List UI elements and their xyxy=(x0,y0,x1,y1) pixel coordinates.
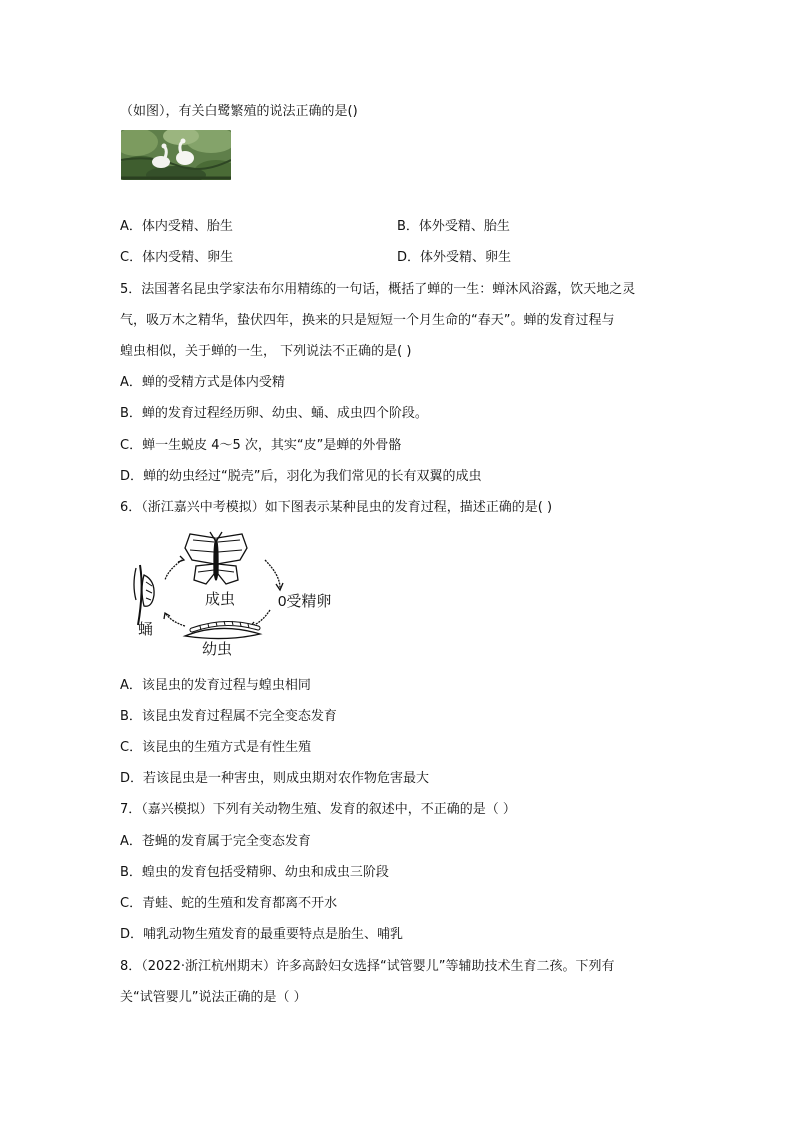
label-larva: 幼虫 xyxy=(202,641,233,658)
q4-option-c: C．体内受精、卵生 xyxy=(120,250,234,265)
q6-stem: 6．（浙江嘉兴中考模拟）如下图表示某种昆虫的发育过程，描述正确的是( ) xyxy=(120,500,553,515)
larva-icon xyxy=(185,621,260,639)
q4-option-b: B．体外受精、胎生 xyxy=(397,219,510,234)
q7-option-b: B．蝗虫的发育包括受精卵、幼虫和成虫三阶段 xyxy=(120,865,389,880)
q7-option-a: A．苍蝇的发育属于完全变态发育 xyxy=(120,834,311,849)
q4-stem: （如图），有关白鹭繁殖的说法正确的是() xyxy=(120,104,358,119)
q7-option-c: C．青蛙、蛇的生殖和发育都离不开水 xyxy=(120,896,338,911)
q5-stem-line-1: 5．法国著名昆虫学家法布尔用精练的一句话，概括了蝉的一生：蝉沐风浴露，饮天地之灵 xyxy=(120,282,636,297)
pupa-icon xyxy=(134,565,154,625)
egret-photo xyxy=(121,130,231,180)
q5-option-a: A．蝉的受精方式是体内受精 xyxy=(120,375,285,390)
label-fertilized-egg: 0受精卵 xyxy=(278,593,332,610)
q7-stem: 7．（嘉兴模拟）下列有关动物生殖、发育的叙述中，不正确的是（ ） xyxy=(120,802,516,817)
q6-option-c: C．该昆虫的生殖方式是有性生殖 xyxy=(120,740,312,755)
q6-option-a: A．该昆虫的发育过程与蝗虫相同 xyxy=(120,678,311,693)
label-pupa: 蛹 xyxy=(138,621,154,638)
q7-option-d: D．哺乳动物生殖发育的最重要特点是胎生、哺乳 xyxy=(120,927,404,942)
q8-stem-line-1: 8．（2022·浙江杭州期末）许多高龄妇女选择“试管婴儿”等辅助技术生育二孩。下列有 xyxy=(120,959,615,974)
q6-option-b: B．该昆虫发育过程属不完全变态发育 xyxy=(120,709,337,724)
q5-option-d: D．蝉的幼虫经过“脱壳”后，羽化为我们常见的长有双翼的成虫 xyxy=(120,469,482,484)
q4-option-a: A．体内受精、胎生 xyxy=(120,219,233,234)
q4-option-d: D．体外受精、卵生 xyxy=(397,250,512,265)
egret-photo-image xyxy=(121,130,231,180)
insect-lifecycle-diagram xyxy=(130,530,360,660)
q8-stem-line-2: 关“试管婴儿”说法正确的是（ ） xyxy=(120,990,307,1005)
q5-stem-line-3: 蝗虫相似，关于蝉的一生， 下列说法不正确的是( ) xyxy=(120,344,412,359)
q5-option-c: C．蝉一生蜕皮 4～5 次，其实“皮”是蝉的外骨骼 xyxy=(120,438,402,453)
q5-stem-line-2: 气，吸万木之精华，蛰伏四年，换来的只是短短一个月生命的“春天”。蝉的发育过程与 xyxy=(120,313,615,328)
q5-option-b: B．蝉的发育过程经历卵、幼虫、蛹、成虫四个阶段。 xyxy=(120,406,428,421)
q6-option-d: D．若该昆虫是一种害虫，则成虫期对农作物危害最大 xyxy=(120,771,430,786)
label-adult: 成虫 xyxy=(205,591,236,608)
butterfly-icon xyxy=(185,532,247,584)
